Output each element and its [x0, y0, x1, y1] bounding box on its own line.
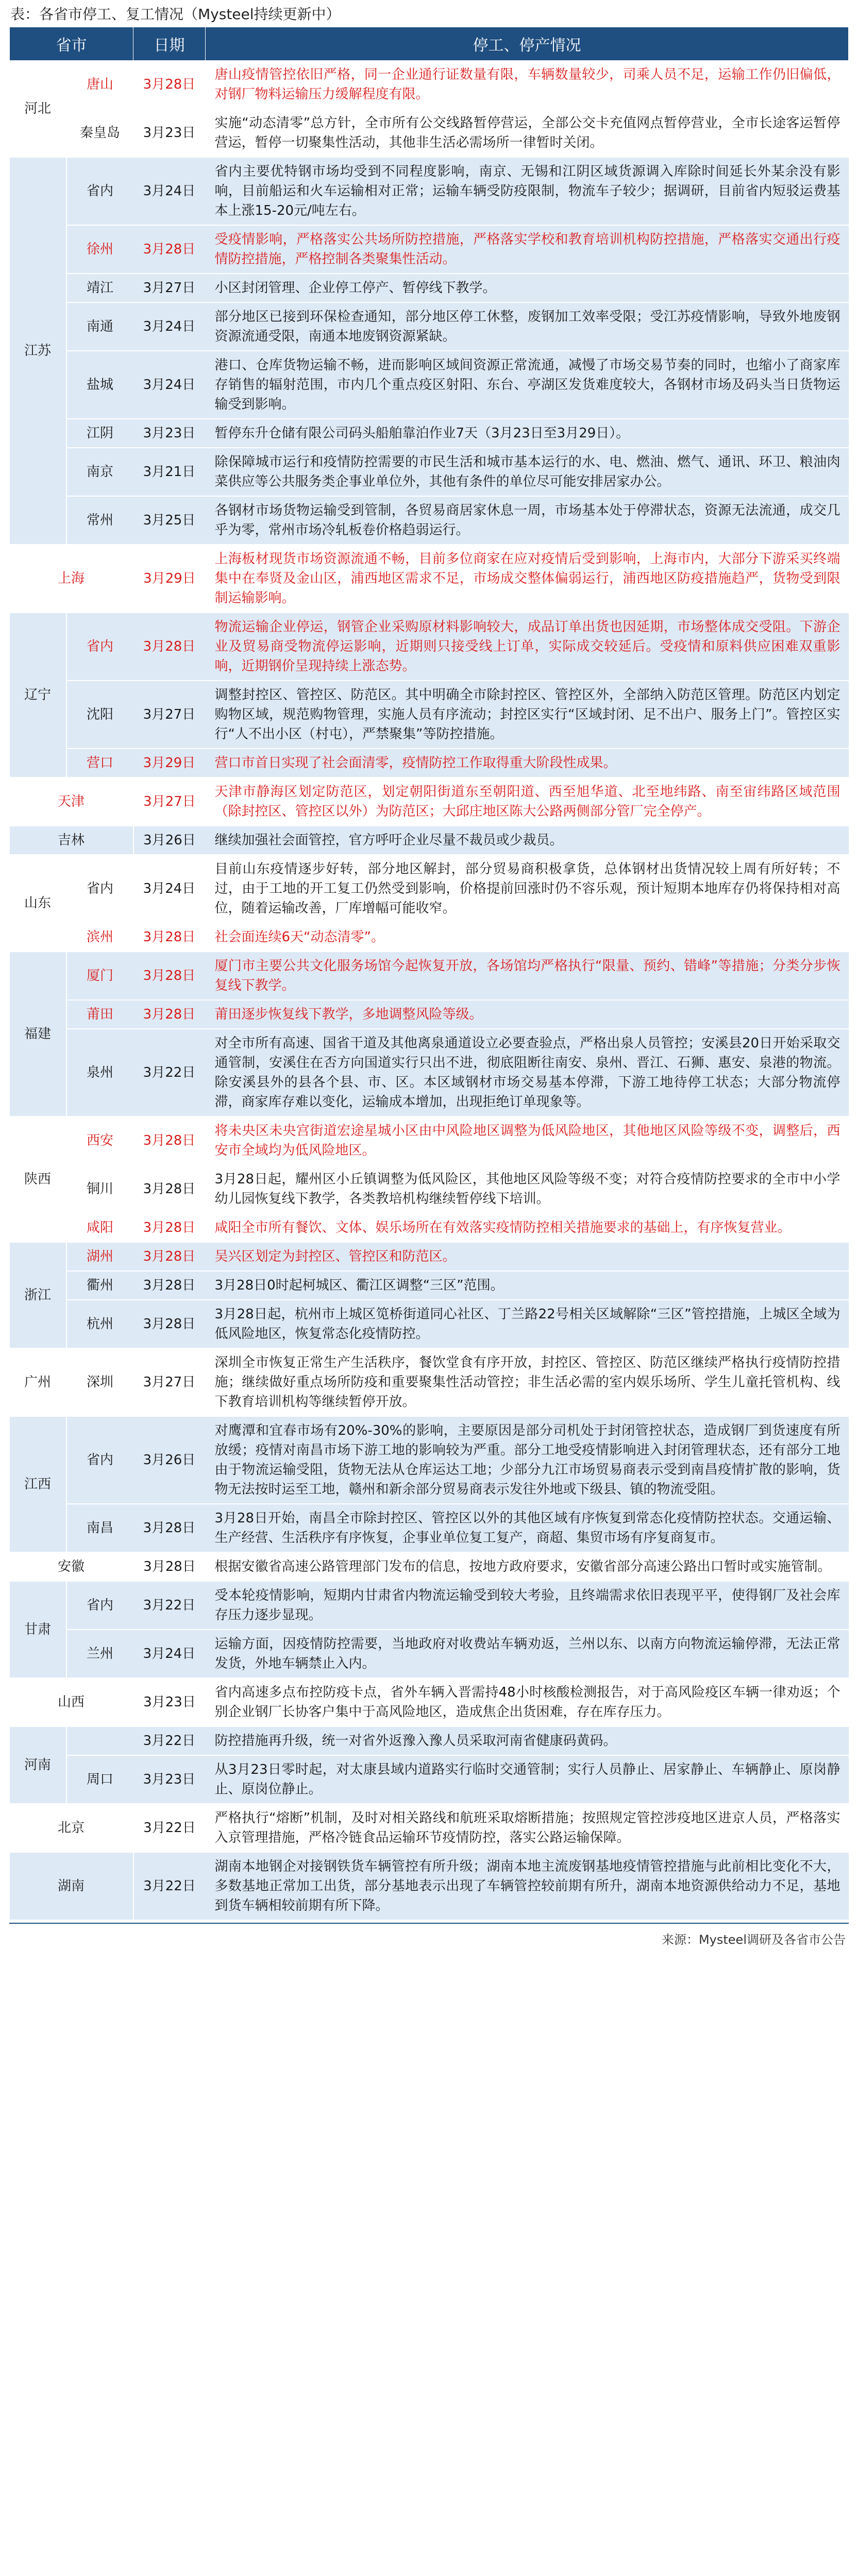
- city-cell: 省内: [66, 1416, 133, 1504]
- date-cell: 3月22日: [133, 1852, 206, 1920]
- date-cell: 3月28日: [133, 1300, 206, 1348]
- province-cell: 北京: [10, 1804, 133, 1852]
- description-cell: 受本轮疫情影响，短期内甘肃省内物流运输受到较大考验，且终端需求依旧表现平平，使得钢厂及社会库存压力逐步显现。: [206, 1581, 849, 1630]
- description-cell: 港口、仓库货物运输不畅，进而影响区域间资源正常流通，减慢了市场交易节奏的同时，也缩小了商家库存销售的辐射范围，市内几个重点疫区射阳、东台、亭湖区发货难度较大，各钢材市场及码头当日货物运输受到影响。: [206, 351, 849, 419]
- city-cell: 莆田: [66, 1000, 133, 1029]
- province-cell: 天津: [10, 777, 133, 826]
- province-cell: 江西: [10, 1416, 66, 1552]
- description-cell: 对鹰潭和宜春市场有20%-30%的影响，主要原因是部分司机处于封闭管控状态，造成钢厂到货速度有所放缓；疫情对南昌市场下游工地的影响较为严重。部分工地受疫情影响进入封闭管理状态，还有部分工地由于物流运输受阻，货物无法从仓库运达工地；少部分九江市场贸易商表示受到南昌疫情扩散的影响，货物无法按时运至工地，赣州和新余部分贸易商表示发往外地或下级县、镇的物流受阻。: [206, 1416, 849, 1504]
- description-cell: 天津市静海区划定防范区，划定朝阳街道东至朝阳道、西至旭华道、北至地纬路、南至宙纬路区域范围（除封控区、管控区以外）为防范区；大邱庄地区陈大公路两侧部分管厂完全停产。: [206, 777, 849, 826]
- city-cell: 省内: [66, 157, 133, 225]
- header-desc: 停工、停产情况: [206, 27, 849, 61]
- date-cell: 3月23日: [133, 419, 206, 448]
- table-row: [10, 545, 849, 613]
- city-cell: 西安: [66, 1116, 133, 1165]
- city-cell: 衢州: [66, 1271, 133, 1300]
- table-row: [10, 1852, 849, 1920]
- description-cell: 物流运输企业停运，钢管企业采购原材料影响较大，成品订单出货也因延期，市场整体成交受阻。下游企业及贸易商受物流停运影响，近期则只接受线上订单，实际成交较延后。受疫情和原料供应困难双重影响，近期钢价呈现持续上涨态势。: [206, 613, 849, 681]
- city-cell: 常州: [66, 496, 133, 545]
- description-cell: 省内高速多点布控防疫卡点，省外车辆入晋需持48小时核酸检测报告，对于高风险疫区车辆一律劝返；个别企业钢厂长协客户集中于高风险地区，造成焦企出货困难，存在库存压力。: [206, 1678, 849, 1726]
- description-cell: 上海板材现货市场资源流通不畅，目前多位商家在应对疫情后受到影响，上海市内，大部分下游采买终端集中在奉贤及金山区，浦西地区需求不足，市场成交整体偏弱运行，浦西地区防疫措施趋严，货物受到限制运输影响。: [206, 545, 849, 613]
- date-cell: 3月22日: [133, 1726, 206, 1755]
- table-row: [10, 777, 849, 826]
- table-caption: 表：各省市停工、复工情况（Mysteel持续更新中）: [10, 6, 341, 23]
- description-cell: 除保障城市运行和疫情防控需要的市民生活和城市基本运行的水、电、燃油、燃气、通讯、环卫、粮油肉菜供应等公共服务类企事业单位外，其他有条件的单位尽可能安排居家办公。: [206, 448, 849, 496]
- city-cell: 江阴: [66, 419, 133, 448]
- date-cell: 3月27日: [133, 681, 206, 749]
- table-row: [10, 826, 849, 855]
- city-cell: 营口: [66, 749, 133, 777]
- date-cell: 3月28日: [133, 1504, 206, 1552]
- table-row: [10, 1726, 849, 1755]
- city-cell: 盐城: [66, 351, 133, 419]
- table-row: [10, 1581, 849, 1630]
- table-body: [10, 61, 849, 1921]
- city-cell: 湖州: [66, 1242, 133, 1271]
- table-row: [10, 496, 849, 545]
- date-cell: 3月28日: [133, 923, 206, 952]
- description-cell: 小区封闭管理、企业停工停产、暂停线下教学。: [206, 274, 849, 302]
- table-row: [10, 225, 849, 274]
- description-cell: 湖南本地钢企对接钢铁货车辆管控有所升级；湖南本地主流废钢基地疫情管控措施与此前相比变化不大，多数基地正常加工出货，部分基地表示出现了车辆管控较前期有所升，湖南本地资源供给动力不足，基地到货车辆相较前期有所下降。: [206, 1852, 849, 1920]
- date-cell: 3月26日: [133, 826, 206, 855]
- description-cell: 3月28日开始，南昌全市除封控区、管控区以外的其他区域有序恢复到常态化疫情防控状态。交通运输、生产经营、生活秩序有序恢复，企事业单位复工复产，商超、集贸市场有序复商复市。: [206, 1504, 849, 1552]
- date-cell: 3月28日: [133, 952, 206, 1000]
- city-cell: 兰州: [66, 1630, 133, 1678]
- table-row: [10, 1213, 849, 1242]
- date-cell: 3月22日: [133, 1029, 206, 1116]
- description-cell: 继续加强社会面管控，官方呼吁企业尽量不裁员或少裁员。: [206, 826, 849, 855]
- table-row: [10, 1271, 849, 1300]
- header-province: 省市: [10, 27, 133, 61]
- table-row: [10, 109, 849, 157]
- city-cell: 咸阳: [66, 1213, 133, 1242]
- city-cell: 省内: [66, 613, 133, 681]
- province-cell: 吉林: [10, 826, 133, 855]
- table-row: [10, 61, 849, 109]
- date-cell: 3月28日: [133, 1213, 206, 1242]
- description-cell: 深圳全市恢复正常生产生活秩序，餐饮堂食有序开放，封控区、管控区、防范区继续严格执行疫情防控措施；继续做好重点场所防疫和重要聚集性活动管控；非生活必需的室内娱乐场所、学生儿童托管机构、线下教育培训机构等继续暂停开放。: [206, 1348, 849, 1416]
- city-cell: 徐州: [66, 225, 133, 274]
- city-cell: 省内: [66, 855, 133, 923]
- date-cell: 3月22日: [133, 1581, 206, 1630]
- table-row: [10, 1029, 849, 1116]
- table-row: [10, 1755, 849, 1804]
- source-footer: 来源：Mysteel调研及各省市公告: [9, 1923, 849, 1953]
- table-row: [10, 1165, 849, 1213]
- table-row: [10, 1000, 849, 1029]
- table-row: [10, 419, 849, 448]
- description-cell: 厦门市主要公共文化服务场馆今起恢复开放，各场馆均严格执行“限量、预约、错峰”等措施；分类分步恢复线下教学。: [206, 952, 849, 1000]
- province-cell: 陕西: [10, 1116, 66, 1242]
- description-cell: 社会面连续6天“动态清零”。: [206, 923, 849, 952]
- city-cell: 铜川: [66, 1165, 133, 1213]
- province-cell: 河南: [10, 1726, 66, 1804]
- table-row: [10, 448, 849, 496]
- date-cell: 3月24日: [133, 855, 206, 923]
- table-row: [10, 351, 849, 419]
- city-cell: 泉州: [66, 1029, 133, 1116]
- description-cell: 目前山东疫情逐步好转，部分地区解封，部分贸易商积极拿货，总体钢材出货情况较上周有所好转；不过，由于工地的开工复工仍然受到影响，价格提前回涨时仍不容乐观，预计短期本地库存仍将保持相对高位，随着运输改善，厂库增幅可能收窄。: [206, 855, 849, 923]
- description-cell: 莆田逐步恢复线下教学，多地调整风险等级。: [206, 1000, 849, 1029]
- city-cell: 靖江: [66, 274, 133, 302]
- description-cell: 吴兴区划定为封控区、管控区和防范区。: [206, 1242, 849, 1271]
- table-row: [10, 1116, 849, 1165]
- description-cell: 严格执行“熔断”机制，及时对相关路线和航班采取熔断措施；按照规定管控涉疫地区进京人员，严格落实入京管理措施，严格冷链食品运输环节疫情防控，落实公路运输保障。: [206, 1804, 849, 1852]
- table-header: [10, 27, 849, 61]
- city-cell: 唐山: [66, 61, 133, 109]
- date-cell: 3月27日: [133, 274, 206, 302]
- description-cell: 各钢材市场货物运输受到管制，各贸易商居家休息一周，市场基本处于停滞状态，资源无法流通，成交几乎为零，常州市场冷轧板卷价格趋弱运行。: [206, 496, 849, 545]
- description-cell: 3月28日0时起柯城区、衢江区调整“三区”范围。: [206, 1271, 849, 1300]
- description-cell: 运输方面，因疫情防控需要，当地政府对收费站车辆劝返，兰州以东、以南方向物流运输停滞，无法正常发货，外地车辆禁止入内。: [206, 1630, 849, 1678]
- description-cell: 3月28日起，杭州市上城区笕桥街道同心社区、丁兰路22号相关区域解除“三区”管控措施，上城区全域为低风险地区，恢复常态化疫情防控。: [206, 1300, 849, 1348]
- date-cell: 3月29日: [133, 545, 206, 613]
- province-cell: 山西: [10, 1678, 133, 1726]
- date-cell: 3月28日: [133, 1000, 206, 1029]
- city-cell: 厦门: [66, 952, 133, 1000]
- table-row: [10, 1630, 849, 1678]
- date-cell: 3月28日: [133, 61, 206, 109]
- description-cell: 省内主要优特钢市场均受到不同程度影响，南京、无锡和江阴区域货源调入库除时间延长外某余没有影响，目前船运和火车运输相对正常；运输车辆受防疫限制，物流车子较少；据调研，目前省内短驳运费基本上涨15-20元/吨左右。: [206, 157, 849, 225]
- table-row: [10, 855, 849, 923]
- table-row: [10, 681, 849, 749]
- date-cell: 3月27日: [133, 777, 206, 826]
- date-cell: 3月24日: [133, 302, 206, 351]
- table-row: [10, 952, 849, 1000]
- table-row: [10, 274, 849, 302]
- city-cell: 南昌: [66, 1504, 133, 1552]
- date-cell: 3月25日: [133, 496, 206, 545]
- date-cell: 3月28日: [133, 613, 206, 681]
- date-cell: 3月28日: [133, 1116, 206, 1165]
- table-row: [10, 749, 849, 777]
- province-cell: 浙江: [10, 1242, 66, 1348]
- table-row: [10, 157, 849, 225]
- table-row: [10, 1552, 849, 1581]
- date-cell: 3月22日: [133, 1804, 206, 1852]
- table-row: [10, 613, 849, 681]
- table-row: [10, 1348, 849, 1416]
- description-cell: 从3月23日零时起，对太康县域内道路实行临时交通管制；实行人员静止、居家静止、车辆静止、原岗静止、原岗位静止。: [206, 1755, 849, 1804]
- province-cell: 山东: [10, 855, 66, 952]
- date-cell: 3月28日: [133, 1271, 206, 1300]
- city-cell: 滨州: [66, 923, 133, 952]
- date-cell: 3月23日: [133, 109, 206, 157]
- city-cell: 秦皇岛: [66, 109, 133, 157]
- city-cell: 省内: [66, 1581, 133, 1630]
- city-cell: [66, 1726, 133, 1755]
- city-cell: 沈阳: [66, 681, 133, 749]
- city-cell: 周口: [66, 1755, 133, 1804]
- province-cell: 安徽: [10, 1552, 133, 1581]
- description-cell: 受疫情影响，严格落实公共场所防控措施，严格落实学校和教育培训机构防控措施，严格落实交通出行疫情防控措施，严格控制各类聚集性活动。: [206, 225, 849, 274]
- date-cell: 3月23日: [133, 1755, 206, 1804]
- description-cell: 部分地区已接到环保检查通知，部分地区停工休整，废钢加工效率受限；受江苏疫情影响，导致外地废钢资源流通受限，南通本地废钢资源紧缺。: [206, 302, 849, 351]
- date-cell: 3月28日: [133, 1242, 206, 1271]
- table-row: [10, 923, 849, 952]
- description-cell: 唐山疫情管控依旧严格，同一企业通行证数量有限，车辆数量较少，司乘人员不足，运输工作仍旧偏低，对钢厂物料运输压力缓解程度有限。: [206, 61, 849, 109]
- description-cell: 咸阳全市所有餐饮、文体、娱乐场所在有效落实疫情防控相关措施要求的基础上，有序恢复营业。: [206, 1213, 849, 1242]
- description-cell: 暂停东升仓储有限公司码头船舶靠泊作业7天（3月23日至3月29日）。: [206, 419, 849, 448]
- province-cell: 广州: [10, 1348, 66, 1416]
- table-row: [10, 1678, 849, 1726]
- description-cell: 根据安徽省高速公路管理部门发布的信息，按地方政府要求，安徽省部分高速公路出口暂时或实施管制。: [206, 1552, 849, 1581]
- description-cell: 3月28日起，耀州区小丘镇调整为低风险区，其他地区风险等级不变；对符合疫情防控要求的全市中小学幼儿园恢复线下教学，各类教培机构继续暂停线下培训。: [206, 1165, 849, 1213]
- province-cell: 江苏: [10, 157, 66, 545]
- city-cell: 深圳: [66, 1348, 133, 1416]
- city-cell: 南京: [66, 448, 133, 496]
- province-cell: 上海: [10, 545, 133, 613]
- province-cell: 辽宁: [10, 613, 66, 777]
- date-cell: 3月28日: [133, 1552, 206, 1581]
- province-cell: 湖南: [10, 1852, 133, 1920]
- description-cell: 调整封控区、管控区、防范区。其中明确全市除封控区、管控区外，全部纳入防范区管理。防范区内划定购物区域，规范购物管理，实施人员有序流动；封控区实行“区域封闭、足不出户、服务上门”。管控区实行“人不出小区（村屯），严禁聚集”等防控措施。: [206, 681, 849, 749]
- date-cell: 3月27日: [133, 1348, 206, 1416]
- province-cell: 河北: [10, 61, 66, 158]
- description-cell: 将未央区未央宫街道宏途星城小区由中风险地区调整为低风险地区，其他地区风险等级不变，调整后，西安市全域均为低风险地区。: [206, 1116, 849, 1165]
- province-cell: 甘肃: [10, 1581, 66, 1678]
- table-row: [10, 1300, 849, 1348]
- date-cell: 3月24日: [133, 157, 206, 225]
- province-cell: 福建: [10, 952, 66, 1116]
- table-row: [10, 1416, 849, 1504]
- table-row: [10, 302, 849, 351]
- date-cell: 3月28日: [133, 225, 206, 274]
- description-cell: 防控措施再升级，统一对省外返豫入豫人员采取河南省健康码黄码。: [206, 1726, 849, 1755]
- date-cell: 3月24日: [133, 1630, 206, 1678]
- date-cell: 3月23日: [133, 1678, 206, 1726]
- stoppage-table: [9, 27, 849, 1921]
- date-cell: 3月26日: [133, 1416, 206, 1504]
- table-row: [10, 1504, 849, 1552]
- date-cell: 3月28日: [133, 1165, 206, 1213]
- table-row: [10, 1804, 849, 1852]
- city-cell: 杭州: [66, 1300, 133, 1348]
- table-row: [10, 1242, 849, 1271]
- description-cell: 实施“动态清零”总方针，全市所有公交线路暂停营运，全部公交卡充值网点暂停营业，全市长途客运暂停营运，暂停一切聚集性活动，其他非生活必需场所一律暂时关闭。: [206, 109, 849, 157]
- date-cell: 3月24日: [133, 351, 206, 419]
- date-cell: 3月29日: [133, 749, 206, 777]
- header-date: 日期: [133, 27, 206, 61]
- date-cell: 3月21日: [133, 448, 206, 496]
- city-cell: 南通: [66, 302, 133, 351]
- description-cell: 对全市所有高速、国省干道及其他离泉通道设立必要查验点，严格出泉人员管控；安溪县20日开始采取交通管制，安溪住在否方向国道实行只出不进，彻底阻断往南安、泉州、晋江、石狮、惠安、泉港的物流。除安溪县外的县各个县、市、区。本区域钢材市场交易基本停滞，下游工地待停工状态；大部分物流停滞，商家库存难以变化，运输成本增加，出现拒绝订单现象等。: [206, 1029, 849, 1116]
- description-cell: 营口市首日实现了社会面清零，疫情防控工作取得重大阶段性成果。: [206, 749, 849, 777]
